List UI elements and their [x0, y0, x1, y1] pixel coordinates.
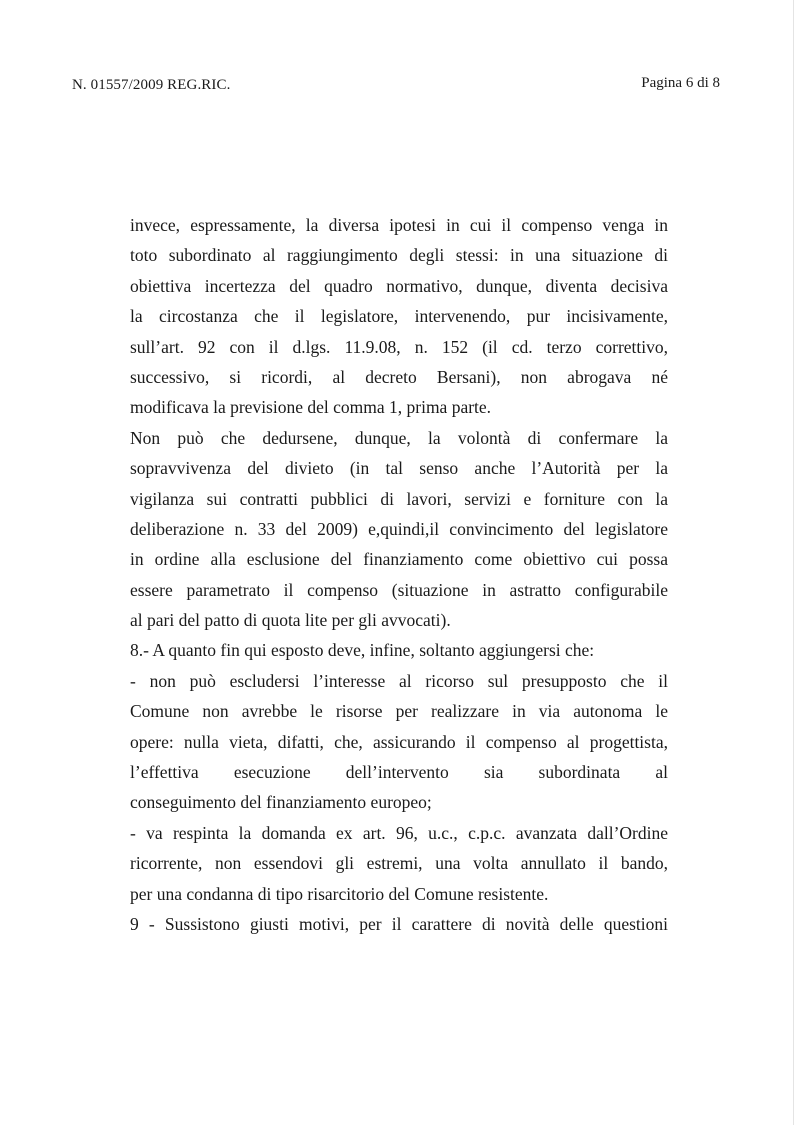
body-text: [130, 210, 668, 939]
text-line: sull’art. 92 con il d.lgs. 11.9.08, n. 152 (il cd. terzo correttivo,: [130, 336, 668, 357]
text-line: la circostanza che il legislatore, intervenendo, pur incisivamente,: [130, 306, 668, 327]
text-line: modificava la previsione del comma 1, prima parte.: [130, 397, 492, 418]
text-line: essere parametrato il compenso (situazione in astratto configurabile: [130, 579, 668, 600]
text-line: vigilanza sui contratti pubblici di lavori, servizi e forniture con la: [130, 488, 668, 509]
text-line: obiettiva incertezza del quadro normativo, dunque, diventa decisiva: [130, 275, 668, 296]
scan-edge-line: [793, 0, 794, 1125]
text-line: per una condanna di tipo risarcitorio del Comune resistente.: [130, 883, 549, 904]
text-line: sopravvivenza del divieto (in tal senso anche l’Autorità per la: [130, 458, 668, 479]
text-line: ricorrente, non essendovi gli estremi, una volta annullato il bando,: [130, 853, 668, 874]
text-line: Non può che dedursene, dunque, la volontà di confermare la: [130, 427, 668, 448]
text-line: l’effettiva esecuzione dell’intervento sia subordinata al: [130, 762, 668, 783]
page-number: Pagina 6 di 8: [641, 75, 720, 91]
case-reference: N. 01557/2009 REG.RIC.: [72, 77, 231, 93]
text-line: 8.- A quanto fin qui esposto deve, infine, soltanto aggiungersi che:: [130, 640, 595, 661]
text-line: Comune non avrebbe le risorse per realizzare in via autonoma le: [130, 701, 668, 722]
text-line: - va respinta la domanda ex art. 96, u.c., c.p.c. avanzata dall’Ordine: [130, 822, 668, 843]
text-line: successivo, si ricordi, al decreto Bersani), non abrogava né: [130, 366, 668, 387]
text-line: al pari del patto di quota lite per gli avvocati).: [130, 610, 451, 631]
text-line: opere: nulla vieta, difatti, che, assicurando il compenso al progettista,: [130, 731, 668, 752]
text-line: deliberazione n. 33 del 2009) e,quindi,il convincimento del legislatore: [130, 518, 668, 539]
text-line: 9 - Sussistono giusti motivi, per il carattere di novità delle questioni: [130, 913, 668, 934]
text-line: - non può escludersi l’interesse al ricorso sul presupposto che il: [130, 670, 668, 691]
text-line: in ordine alla esclusione del finanziamento come obiettivo cui possa: [130, 549, 668, 570]
text-line: conseguimento del finanziamento europeo;: [130, 792, 432, 813]
text-line: toto subordinato al raggiungimento degli stessi: in una situazione di: [130, 245, 668, 266]
text-line: invece, espressamente, la diversa ipotesi in cui il compenso venga in: [130, 215, 668, 235]
